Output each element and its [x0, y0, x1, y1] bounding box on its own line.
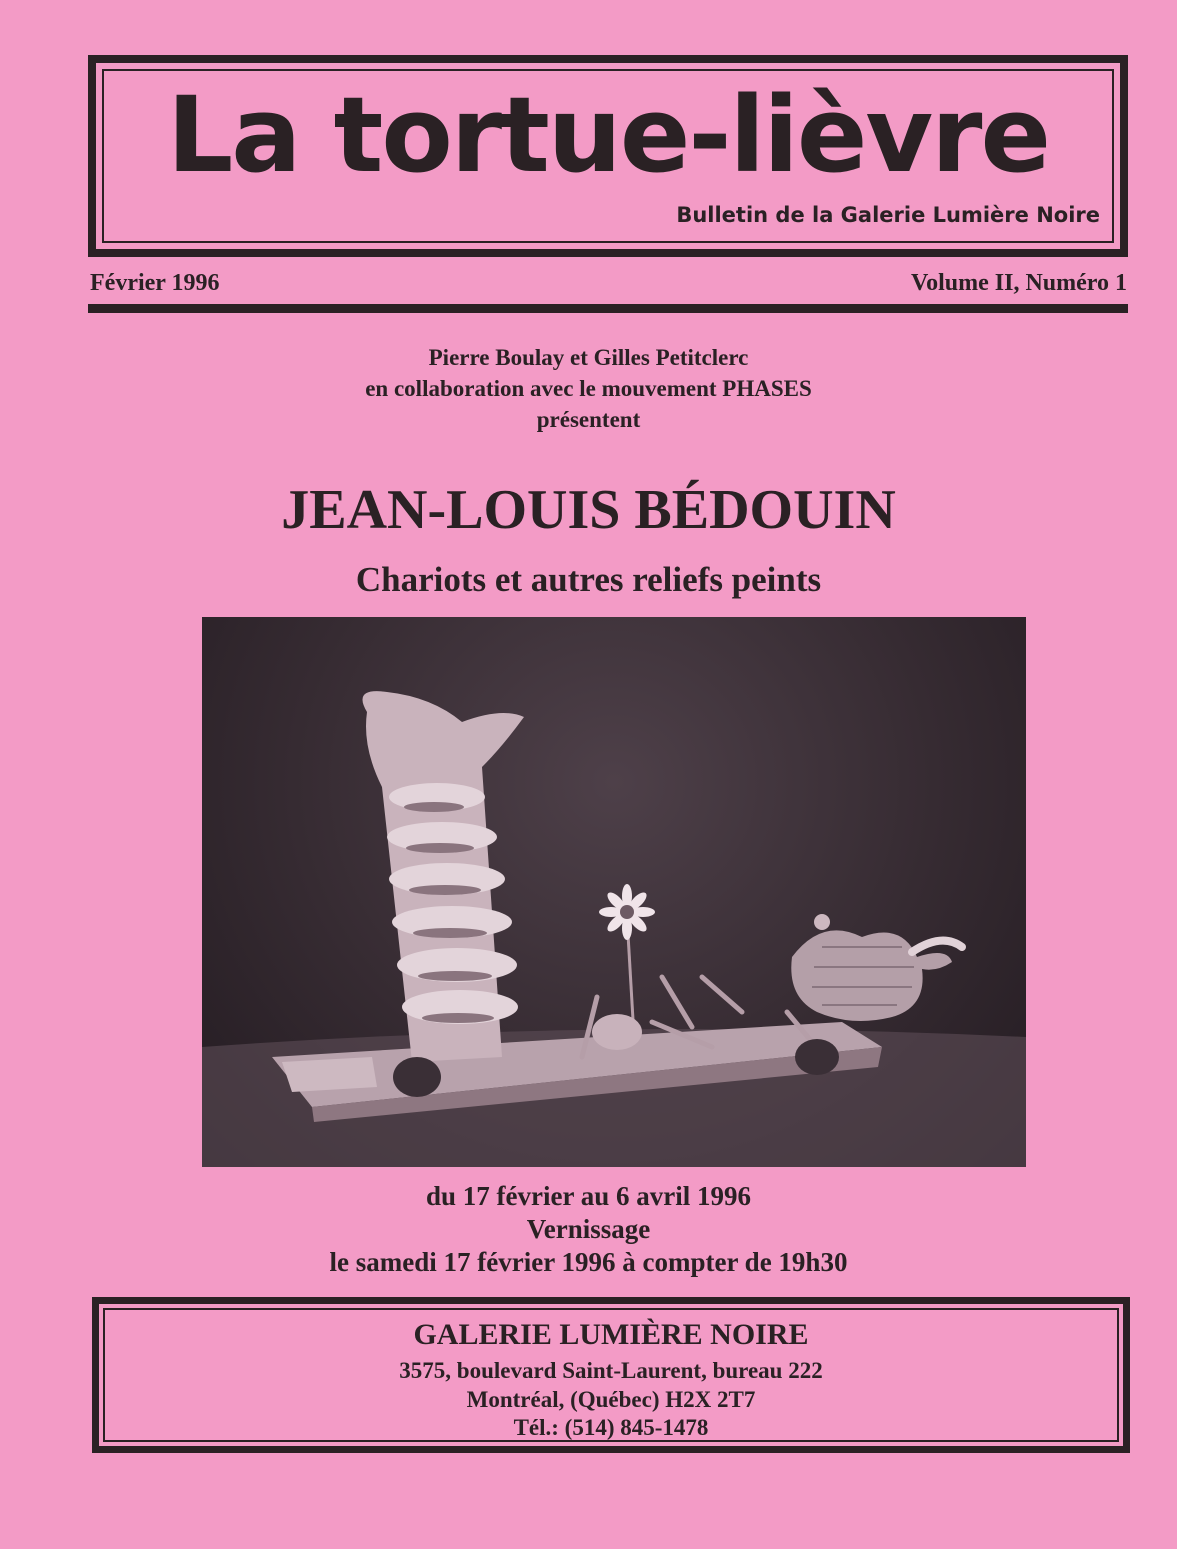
- masthead-frame: [88, 55, 1128, 257]
- vernissage-label: Vernissage: [526, 1214, 651, 1244]
- presenters-line: Pierre Boulay et Gilles Petitclerc: [428, 345, 749, 370]
- exhibition-title: Chariots et autres reliefs peints: [355, 560, 822, 599]
- gallery-phone: Tél.: (514) 845-1478: [513, 1415, 709, 1440]
- gallery-city: Montréal, (Québec) H2X 2T7: [466, 1387, 756, 1412]
- presenters-line: présentent: [536, 407, 641, 432]
- exhibition-period: du 17 février au 6 avril 1996: [426, 1181, 751, 1211]
- masthead-title: La tortue-lièvre: [166, 74, 1049, 196]
- presenters-block: [0, 342, 1177, 435]
- dates-block: [0, 1180, 1177, 1279]
- artist-name: JEAN-LOUIS BÉDOUIN: [281, 479, 896, 541]
- presenters-line: en collaboration avec le mouvement PHASES: [365, 376, 812, 401]
- artwork-photo: [202, 617, 1026, 1167]
- issue-date: Février 1996: [90, 270, 220, 296]
- header-rule: [88, 304, 1128, 313]
- gallery-name: GALERIE LUMIÈRE NOIRE: [413, 1318, 809, 1351]
- gallery-address: 3575, boulevard Saint-Laurent, bureau 222: [399, 1358, 823, 1383]
- masthead-subtitle: Bulletin de la Galerie Lumière Noire: [676, 203, 1100, 227]
- artwork-illustration: [202, 617, 1026, 1167]
- vernissage-date: le samedi 17 février 1996 à compter de 19h30: [329, 1247, 848, 1277]
- issue-volume: Volume II, Numéro 1: [910, 270, 1127, 296]
- gallery-info-box: [92, 1297, 1130, 1453]
